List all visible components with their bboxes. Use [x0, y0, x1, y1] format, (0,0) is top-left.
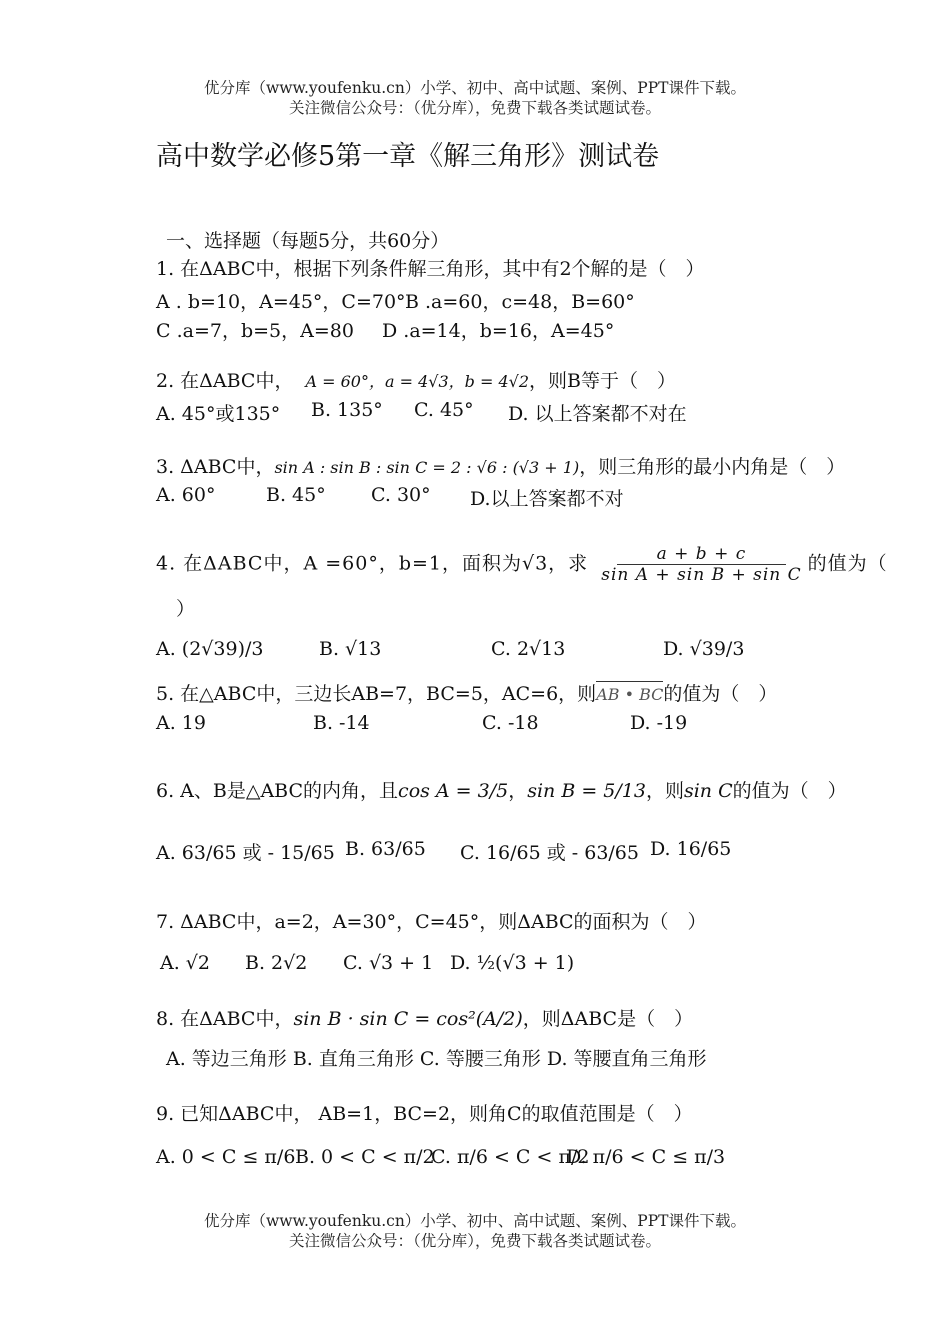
q3-option-c: C. 30° [371, 484, 431, 506]
q2-stem-post: ，则B等于（ ） [529, 370, 676, 392]
q4-stem [156, 544, 888, 585]
q6-stem: 6. A、B是△ABC的内角，且cos A = 3/5，sin B = 5/13，则sin C的值为（ ） [156, 780, 847, 802]
q4-fraction-denominator: sin A + sin B + sin C [601, 565, 802, 585]
q7-option-b: B. 2√2 [245, 952, 308, 974]
q6-stem-mid: ，则 [645, 780, 684, 802]
q1-option-c: C .a=7，b=5，A=80 [156, 320, 354, 342]
q9-option-a: A. 0 < C ≤ π/6 [156, 1146, 296, 1168]
q4-option-c: C. 2√13 [491, 638, 566, 660]
q6-option-c: C. 16/65 或 - 63/65 [460, 842, 639, 864]
q6-sin-b: sin B = 5/13 [527, 780, 646, 802]
q6-cos-a: cos A = 3/5 [398, 780, 509, 802]
q2-stem-pre: 2. 在ΔABC中， [156, 370, 294, 392]
q9-option-d: D. π/6 < C ≤ π/3 [566, 1146, 726, 1168]
q9-option-b: B. 0 < C < π/2 [295, 1146, 435, 1168]
q5-stem-pre: 5. 在△ABC中，三边长AB=7，BC=5，AC=6，则 [156, 683, 597, 705]
q3-stem [156, 454, 845, 481]
q4-fraction-numerator: a + b + c [617, 544, 787, 565]
q2-condition: A = 60°，a = 4√3，b = 4√2 [305, 372, 530, 391]
q6-option-d: D. 16/65 [650, 838, 732, 860]
q8-stem-post: ，则ΔABC是（ ） [522, 1008, 694, 1030]
q4-option-a: A. (2√39)/3 [156, 638, 264, 660]
q4-fraction [599, 544, 803, 585]
q6-option-a: A. 63/65 或 - 15/65 [156, 842, 335, 864]
q9-option-c: C. π/6 < C < π/2 [431, 1146, 590, 1168]
q6-sin-c: sin C [683, 780, 733, 802]
q7-option-a: A. √2 [160, 952, 210, 974]
q3-option-b: B. 45° [266, 484, 326, 506]
q3-stem-post: ，则三角形的最小内角是（ ） [579, 456, 846, 478]
q4-option-d: D. √39/3 [663, 638, 745, 660]
q2-option-c: C. 45° [414, 399, 474, 421]
q3-condition: sin A : sin B : sin C = 2 : √6 : (√3 + 1) [274, 458, 580, 477]
q3-stem-pre: 3. ΔABC中， [156, 456, 275, 478]
q2-option-d: D. 以上答案都不对在 [508, 403, 687, 425]
q8-options: A. 等边三角形 B. 直角三角形 C. 等腰三角形 D. 等腰直角三角形 [166, 1048, 707, 1070]
q7-option-d: D. ½(√3 + 1) [450, 952, 575, 974]
q3-option-d: D.以上答案都不对 [470, 488, 624, 510]
q2-stem [156, 368, 676, 395]
q4-option-b: B. √13 [319, 638, 382, 660]
q2-option-a: A. 45°或135° [156, 403, 281, 425]
q9-stem: 9. 已知ΔABC中， AB=1，BC=2，则角C的取值范围是（ ） [156, 1103, 693, 1125]
q1-option-d: D .a=14，b=16，A=45° [382, 320, 615, 342]
footer-line-2: 关注微信公众号：（优分库），免费下载各类试题试卷。 [288, 1232, 661, 1250]
q4-stem-close: ） [176, 598, 196, 620]
q6-stem-post: 的值为（ ） [732, 780, 847, 802]
q5-option-d: D. -19 [630, 712, 688, 734]
header-line-1: 优分库（www.youfenku.cn）小学、初中、高中试题、案例、PPT课件下载。 [203, 79, 747, 97]
q7-option-c: C. √3 + 1 [343, 952, 434, 974]
q6-option-b: B. 63/65 [345, 838, 426, 860]
q5-option-a: A. 19 [156, 712, 206, 734]
q1-stem: 1. 在ΔABC中，根据下列条件解三角形，其中有2个解的是（ ） [156, 258, 705, 280]
q5-option-b: B. -14 [313, 712, 370, 734]
page-title: 高中数学必修5第一章《解三角形》测试卷 [156, 141, 660, 172]
q5-stem [156, 681, 777, 708]
q8-stem [156, 1006, 693, 1032]
footer-line-1: 优分库（www.youfenku.cn）小学、初中、高中试题、案例、PPT课件下载。 [203, 1212, 747, 1230]
q5-vector-product: AB • BC [596, 681, 663, 708]
header-line-2: 关注微信公众号：（优分库），免费下载各类试题试卷。 [288, 99, 661, 117]
q5-option-c: C. -18 [482, 712, 539, 734]
q7-stem: 7. ΔABC中，a=2，A=30°，C=45°，则ΔABC的面积为（ ） [156, 911, 707, 933]
q4-stem-pre: 4. 在ΔABC中，A =60°，b=1，面积为√3，求 [156, 552, 589, 575]
q4-stem-post: 的值为（ [807, 552, 888, 575]
q1-option-b: B .a=60，c=48，B=60° [405, 291, 635, 313]
section-heading: 一、选择题（每题5分，共60分） [166, 230, 450, 252]
q1-option-a: A . b=10，A=45°，C=70° [156, 291, 406, 313]
q5-stem-post: 的值为（ ） [663, 683, 778, 705]
q3-option-a: A. 60° [156, 484, 216, 506]
q8-condition: sin B · sin C = cos²(A/2) [293, 1008, 523, 1030]
q8-stem-pre: 8. 在ΔABC中， [156, 1008, 294, 1030]
q2-option-b: B. 135° [311, 399, 383, 421]
q6-stem-pre: 6. A、B是△ABC的内角，且 [156, 780, 399, 802]
